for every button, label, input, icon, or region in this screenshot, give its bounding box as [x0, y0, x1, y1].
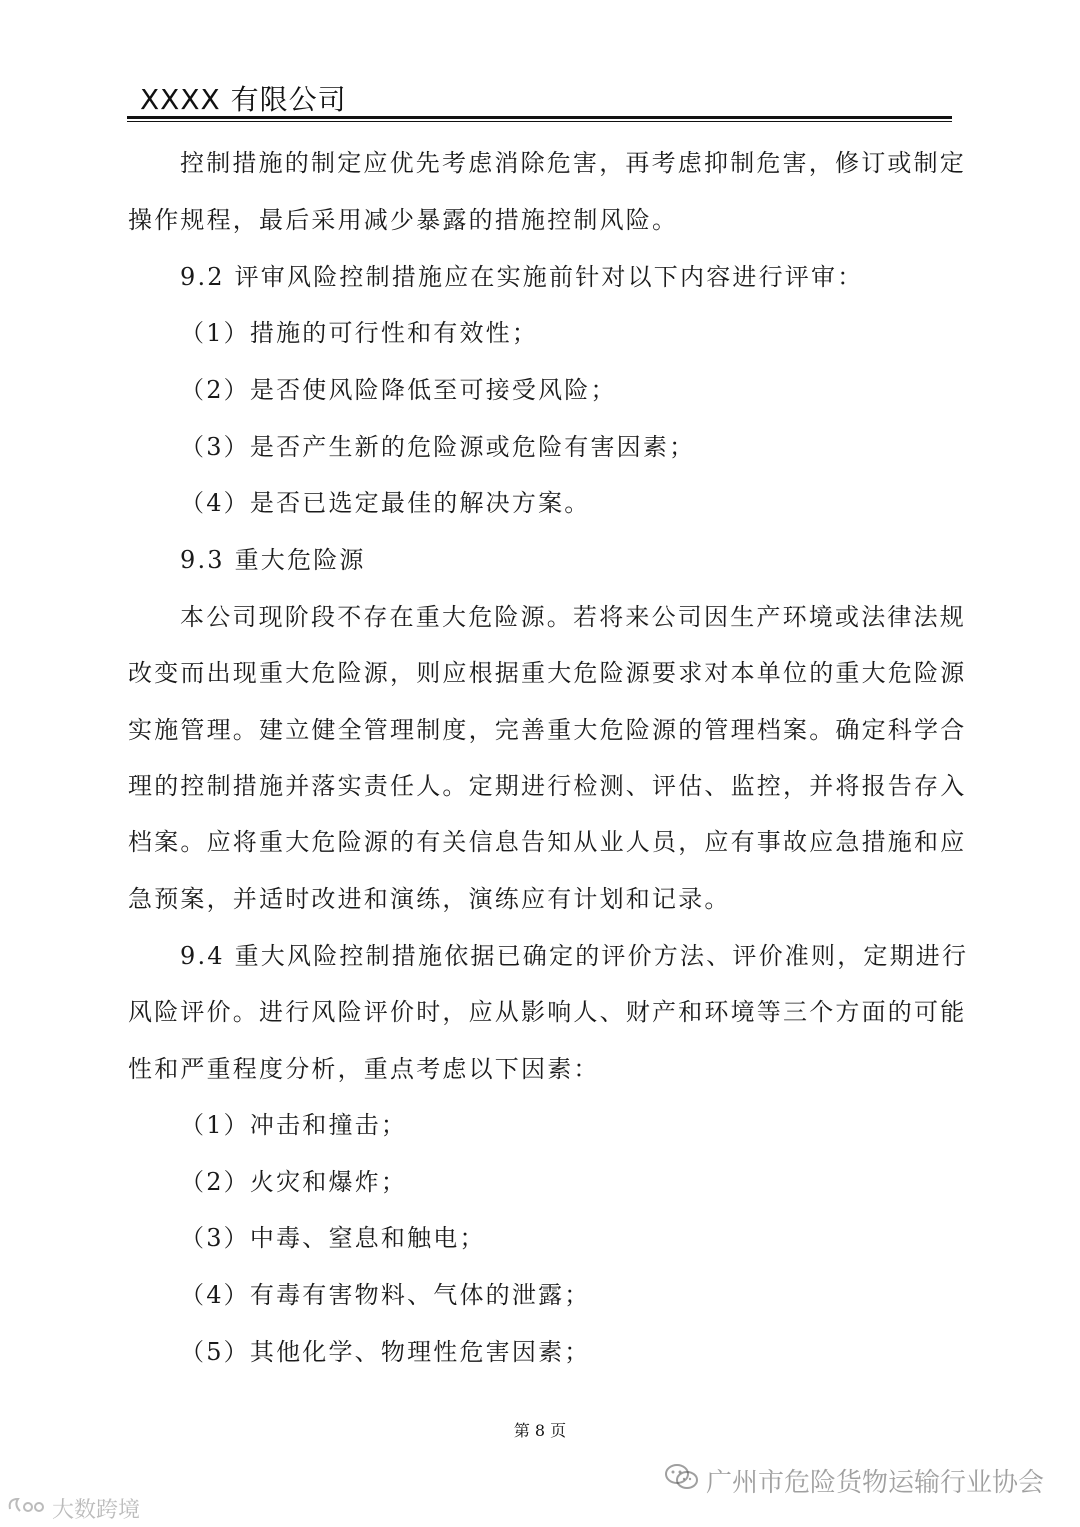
wechat-icon	[664, 1462, 700, 1499]
header-rule	[127, 116, 952, 119]
list-item: （2）火灾和爆炸；	[180, 1168, 408, 1196]
section-9-4: 9.4 重大风险控制措施依据已确定的评价方法、评价准则，定期进行	[180, 942, 969, 970]
logo-icon	[6, 1495, 46, 1523]
list-item: （2）是否使风险降低至可接受风险；	[180, 376, 617, 404]
list-item: （4）有毒有害物料、气体的泄露；	[180, 1281, 591, 1309]
body-line: 控制措施的制定应优先考虑消除危害，再考虑抑制危害，修订或制定	[180, 149, 966, 177]
body-line: 风险评价。进行风险评价时，应从影响人、财产和环境等三个方面的可能	[128, 998, 967, 1026]
list-item: （4）是否已选定最佳的解决方案。	[180, 489, 591, 517]
body-line: 急预案，并适时改进和演练，演练应有计划和记录。	[128, 885, 731, 913]
body-line: 操作规程，最后采用减少暴露的措施控制风险。	[128, 206, 679, 234]
body-line: 性和严重程度分析，重点考虑以下因素：	[128, 1055, 600, 1083]
section-9-3-heading: 9.3 重大危险源	[180, 546, 366, 574]
watermark-left-text: 大数跨境	[52, 1498, 141, 1523]
body-line: 档案。应将重大危险源的有关信息告知从业人员，应有事故应急措施和应	[128, 828, 967, 856]
list-item: （3）是否产生新的危险源或危险有害因素；	[180, 433, 696, 461]
page-number: 第 8 页	[513, 1421, 567, 1440]
list-item: （1）措施的可行性和有效性；	[180, 319, 539, 347]
header-company-name: XXXX 有限公司	[140, 83, 347, 116]
watermark-right-text: 广州市危险货物运输行业协会	[705, 1468, 1044, 1498]
body-line: 本公司现阶段不存在重大危险源。若将来公司因生产环境或法律法规	[180, 603, 966, 631]
header-rule-thin	[127, 121, 952, 122]
watermark-right	[664, 1462, 1044, 1499]
body-line: 实施管理。建立健全管理制度，完善重大危险源的管理档案。确定科学合	[128, 716, 967, 744]
body-line: 改变而出现重大危险源，则应根据重大危险源要求对本单位的重大危险源	[128, 659, 967, 687]
list-item: （1）冲击和撞击；	[180, 1111, 408, 1139]
list-item: （5）其他化学、物理性危害因素；	[180, 1338, 591, 1366]
watermark-left	[6, 1493, 140, 1524]
body-line: 理的控制措施并落实责任人。定期进行检测、评估、监控，并将报告存入	[128, 772, 967, 800]
section-9-2: 9.2 评审风险控制措施应在实施前针对以下内容进行评审：	[180, 263, 864, 291]
list-item: （3）中毒、窒息和触电；	[180, 1224, 486, 1252]
